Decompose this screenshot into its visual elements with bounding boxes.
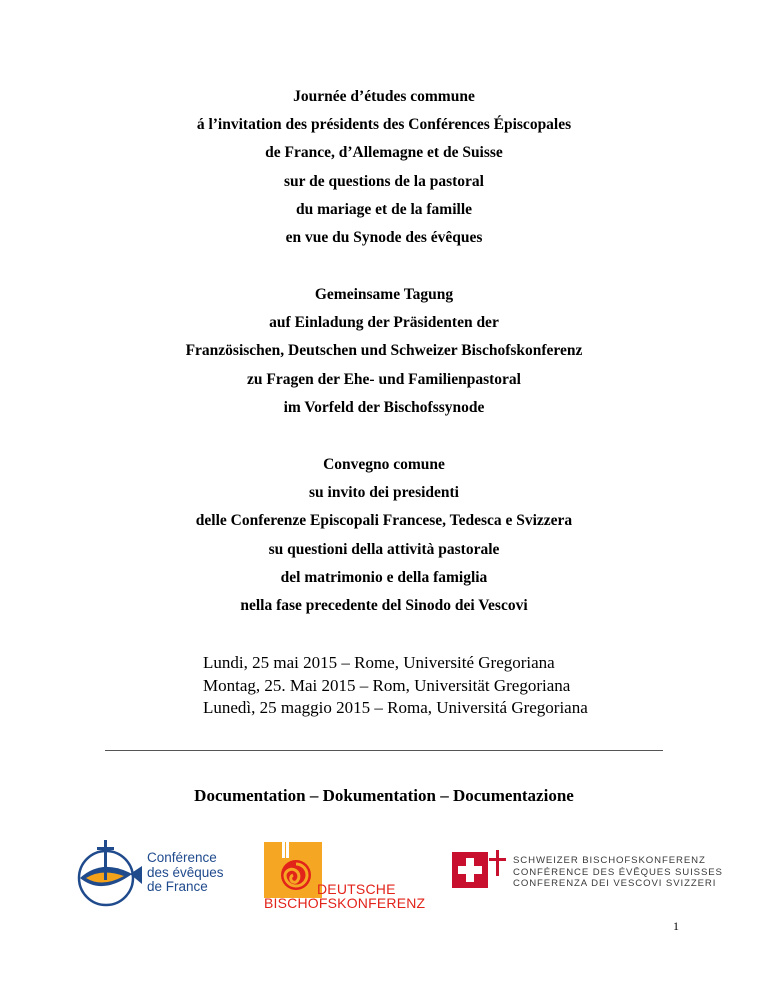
cef-logo-text	[147, 851, 224, 895]
sbk-logo	[452, 850, 508, 895]
german-line: Gemeinsame Tagung	[314, 286, 454, 303]
italian-line: nella fase precedente del Sinodo dei Vescovi	[240, 597, 528, 615]
italian-line: del matrimonio e della famiglia	[280, 568, 488, 586]
german-line: zu Fragen der Ehe- und Familienpastoral	[247, 370, 521, 388]
french-heading-block	[0, 83, 768, 252]
sbk-logo-line: CONFERENZA DEI VESCOVI SVIZZERI	[513, 878, 717, 889]
sbk-logo-text	[513, 855, 723, 890]
german-line: auf Einladung der Präsidenten der	[269, 314, 499, 332]
french-line: sur de questions de la pastoral	[284, 172, 484, 190]
italian-line: Convegno comune	[323, 456, 445, 473]
cef-logo-line: des évêques	[147, 864, 224, 880]
swiss-cross-icon	[452, 850, 508, 890]
horizontal-divider	[105, 750, 663, 751]
event-dates	[203, 652, 588, 720]
sbk-logo-line: SCHWEIZER BISCHOFSKONFERENZ	[513, 855, 706, 866]
italian-heading-block	[0, 451, 768, 620]
cef-logo-line: de France	[147, 879, 208, 894]
french-line: á l’invitation des présidents des Conférences Épiscopales	[196, 116, 572, 134]
french-line: en vue du Synode des évêques	[285, 229, 483, 247]
page-number: 1	[673, 919, 679, 933]
german-line: im Vorfeld der Bischofssynode	[283, 398, 485, 416]
dbk-logo-line: DEUTSCHE	[317, 881, 396, 897]
french-line: de France, d’Allemagne et de Suisse	[265, 144, 503, 162]
french-line: Journée d’études commune	[293, 88, 475, 105]
sbk-logo-line: CONFÉRENCE DES ÉVÊQUES SUISSES	[513, 866, 723, 878]
date-line-german: Montag, 25. Mai 2015 – Rom, Universität Gregoriana	[203, 675, 571, 695]
dbk-logo-line: BISCHOFSKONFERENZ	[264, 895, 426, 911]
french-line: du mariage et de la famille	[295, 200, 473, 218]
italian-line: delle Conferenze Episcopali Francese, Tedesca e Svizzera	[195, 512, 573, 530]
date-line-italian: Lunedì, 25 maggio 2015 – Roma, Universitá Gregoriana	[203, 698, 588, 717]
documentation-title: Documentation – Dokumentation – Documentazione	[194, 786, 574, 805]
cef-fish-cross-icon	[72, 838, 148, 908]
date-line-french: Lundi, 25 mai 2015 – Rome, Université Gregoriana	[203, 653, 555, 672]
dbk-logo-text	[264, 882, 425, 910]
cef-logo-line: Conférence	[147, 850, 217, 865]
german-heading-block	[0, 281, 768, 422]
italian-line: su invito dei presidenti	[308, 484, 459, 502]
cef-logo	[72, 838, 148, 913]
italian-line: su questioni della attività pastorale	[268, 540, 500, 558]
german-line: Französischen, Deutschen und Schweizer Bischofskonferenz	[185, 342, 583, 360]
